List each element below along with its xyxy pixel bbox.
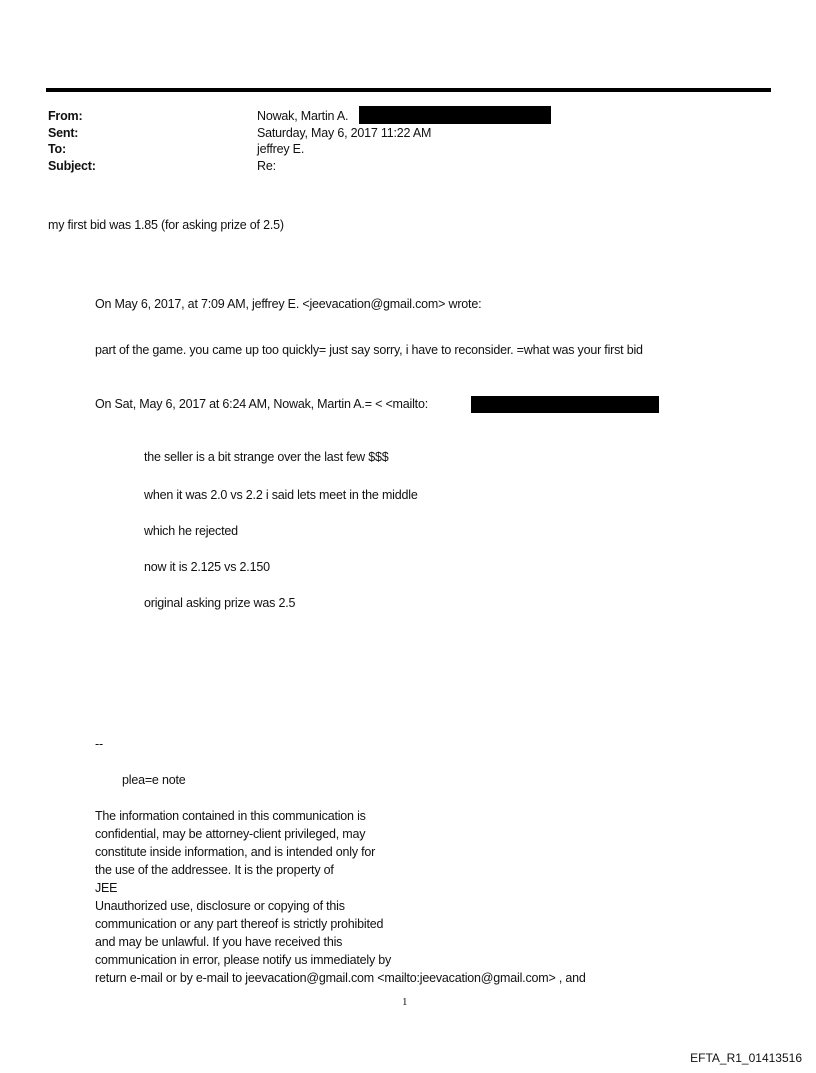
- disclaimer-line: return e-mail or by e-mail to jeevacation@gmail.com <mailto:jeevacation@gmail.com> , and: [95, 971, 586, 985]
- please-note: plea=e note: [122, 773, 186, 787]
- signature-separator: --: [95, 737, 103, 751]
- disclaimer-line: the use of the addressee. It is the property of: [95, 863, 334, 877]
- quote2-header: On Sat, May 6, 2017 at 6:24 AM, Nowak, Martin A.= < <mailto:: [95, 397, 428, 411]
- page-number: 1: [402, 996, 408, 1008]
- disclaimer-line: The information contained in this communication is: [95, 809, 366, 823]
- subject-label: Subject:: [48, 159, 96, 173]
- from-value: Nowak, Martin A.: [257, 109, 349, 123]
- quote1-text: part of the game. you came up too quickly= just say sorry, i have to reconsider. =what was your first bid: [95, 343, 643, 357]
- subject-value: Re:: [257, 159, 276, 173]
- redaction-box: [471, 396, 659, 413]
- redaction-box: [359, 106, 551, 124]
- reply-text: my first bid was 1.85 (for asking prize of 2.5): [48, 218, 284, 232]
- from-label: From:: [48, 109, 83, 123]
- sent-value: Saturday, May 6, 2017 11:22 AM: [257, 126, 432, 140]
- document-id: EFTA_R1_01413516: [690, 1051, 802, 1065]
- disclaimer-line: JEE: [95, 881, 118, 895]
- disclaimer-line: communication in error, please notify us immediately by: [95, 953, 392, 967]
- quote2-line: original asking prize was 2.5: [144, 596, 296, 610]
- disclaimer: [95, 807, 586, 987]
- disclaimer-line: Unauthorized use, disclosure or copying of this: [95, 899, 345, 913]
- quote2-line: now it is 2.125 vs 2.150: [144, 560, 270, 574]
- disclaimer-line: constitute inside information, and is intended only for: [95, 845, 376, 859]
- quote1-header: On May 6, 2017, at 7:09 AM, jeffrey E. <jeevacation@gmail.com> wrote:: [95, 297, 482, 311]
- quote2-line: the seller is a bit strange over the last few $$$: [144, 450, 389, 464]
- disclaimer-line: communication or any part thereof is strictly prohibited: [95, 917, 384, 931]
- quote2-line: which he rejected: [144, 524, 238, 538]
- to-value: jeffrey E.: [257, 142, 305, 156]
- to-label: To:: [48, 142, 66, 156]
- quote2-line: when it was 2.0 vs 2.2 i said lets meet in the middle: [144, 488, 418, 502]
- disclaimer-line: and may be unlawful. If you have received this: [95, 935, 343, 949]
- header-rule: [46, 88, 771, 92]
- sent-label: Sent:: [48, 126, 79, 140]
- disclaimer-line: confidential, may be attorney-client privileged, may: [95, 827, 366, 841]
